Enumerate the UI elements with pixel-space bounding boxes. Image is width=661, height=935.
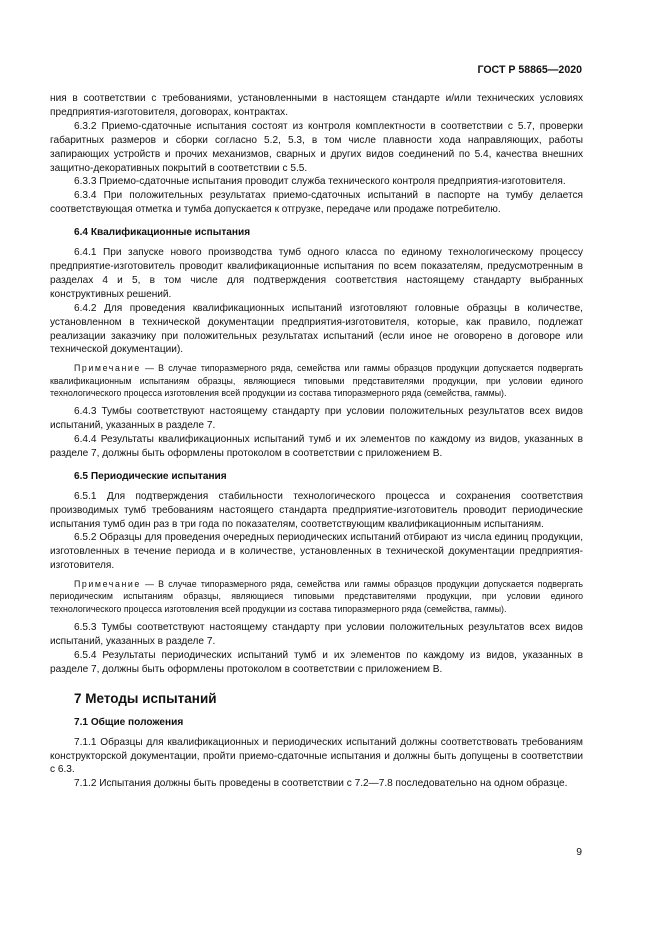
paragraph-continuation: ния в соответствии с требованиями, установленными в настоящем стандарте и/или технических условиях предприятия-изготовителя, договорах, контрактах. [50, 93, 583, 118]
paragraph-7-1-1: 7.1.1 Образцы для квалификационных и периодических испытаний должны соответствовать требованиям конструкторской документации, пройти приемо-сдаточные испытания и должны быть допущены в соответствии с 6.3. [50, 736, 583, 776]
page-body [50, 92, 583, 791]
note-text: — В случае типоразмерного ряда, семейства или гаммы образцов продукции допускается подвергать квалификационным испытаниям образцы, являющиеся типовыми представителями продукции, при условии единого технологического процесса изготовления всей продукции из состава типоразмерного ряда (семейства, гаммы). [50, 363, 583, 398]
paragraph-6-4-1: 6.4.1 При запуске нового производства тумб одного класса по единому технологическому процессу предприятие-изготовитель проводит квалификационные испытания по всем показателям, предусмотренным в разделах 4 и 5, в том числе для подтверждения соответствия настоящему стандарту выбранных конструктивных решений. [50, 247, 583, 300]
page-number: 9 [576, 847, 582, 858]
note-label: Примечание [74, 579, 141, 590]
section-heading-6-5: 6.5 Периодические испытания [74, 470, 227, 482]
chapter-heading-7: 7 Методы испытаний [74, 690, 217, 706]
document-header: ГОСТ Р 58865—2020 [477, 64, 582, 76]
paragraph-7-1-2: 7.1.2 Испытания должны быть проведены в соответствии с 7.2—7.8 последовательно на одном образце. [74, 778, 568, 790]
paragraph-6-3-2: 6.3.2 Приемо-сдаточные испытания состоят из контроля комплектности в соответствии с 5.7, проверки габаритных размеров и сборки согласно 5.2, 5.3, в том числе плавности хода направляющих, работы запирающих устройств и прочих механизмов, сварных и других видов соединений по 5.4, качества внешних защитно-декоративных покрытий в соответствии с 5.5. [50, 120, 583, 174]
section-heading-7-1: 7.1 Общие положения [74, 716, 184, 728]
note-text: — В случае типоразмерного ряда, семейства или гаммы образцов продукции допускается подвергать периодическим испытаниям образцы, являющиеся типовыми представителями продукции, при условии единого технологического процесса изготовления всей продукции из состава типоразмерного ряда (семейства, гаммы). [50, 579, 583, 614]
paragraph-6-4-2: 6.4.2 Для проведения квалификационных испытаний изготовляют головные образцы в количестве, установленном в технической документации предприятия-изготовителя, которые, как правило, подлежат реализации заказчику при положительных результатах испытаний (если иное не оговорено в договоре или технической документации). [50, 302, 583, 356]
note-6-4 [50, 362, 583, 399]
paragraph-6-3-3: 6.3.3 Приемо-сдаточные испытания проводит служба технического контроля предприятия-изготовителя. [74, 176, 566, 188]
note-label: Примечание [74, 363, 141, 374]
paragraph-6-3-4: 6.3.4 При положительных результатах приемо-сдаточных испытаний в паспорте на тумбу делается соответствующая отметка и тумба допускается к отгрузке, передаче или продаже потребителю. [50, 190, 583, 216]
paragraph-6-5-2: 6.5.2 Образцы для проведения очередных периодических испытаний отбирают из числа единиц продукции, изготовленных в течение периода и в количестве, установленных в технической документации предприятия-изготовителя. [50, 532, 583, 572]
paragraph-6-5-1: 6.5.1 Для подтверждения стабильности технологического процесса и сохранения соответствия производимых тумб требованиям настоящего стандарта предприятие-изготовитель проводит периодические испытания тумб один раз в три года по показателям, соответствующим квалификационным испытаниям. [50, 490, 583, 530]
paragraph-6-5-3: 6.5.3 Тумбы соответствуют настоящему стандарту при условии положительных результатов всех видов испытаний, указанных в разделе 7. [50, 622, 583, 647]
paragraph-6-4-4: 6.4.4 Результаты квалификационных испытаний тумб и их элементов по каждому из видов, указанных в разделе 7, должны быть оформлены протоколом в соответствии с приложением В. [50, 434, 583, 459]
paragraph-6-4-3: 6.4.3 Тумбы соответствуют настоящему стандарту при условии положительных результатов всех видов испытаний, указанных в разделе 7. [50, 406, 583, 432]
paragraph-6-5-4: 6.5.4 Результаты периодических испытаний тумб и их элементов по каждому из видов, указанных в разделе 7, должны быть оформлены протоколом в соответствии с приложением В. [50, 649, 583, 675]
section-heading-6-4: 6.4 Квалификационные испытания [74, 227, 251, 239]
note-6-5 [50, 578, 583, 615]
